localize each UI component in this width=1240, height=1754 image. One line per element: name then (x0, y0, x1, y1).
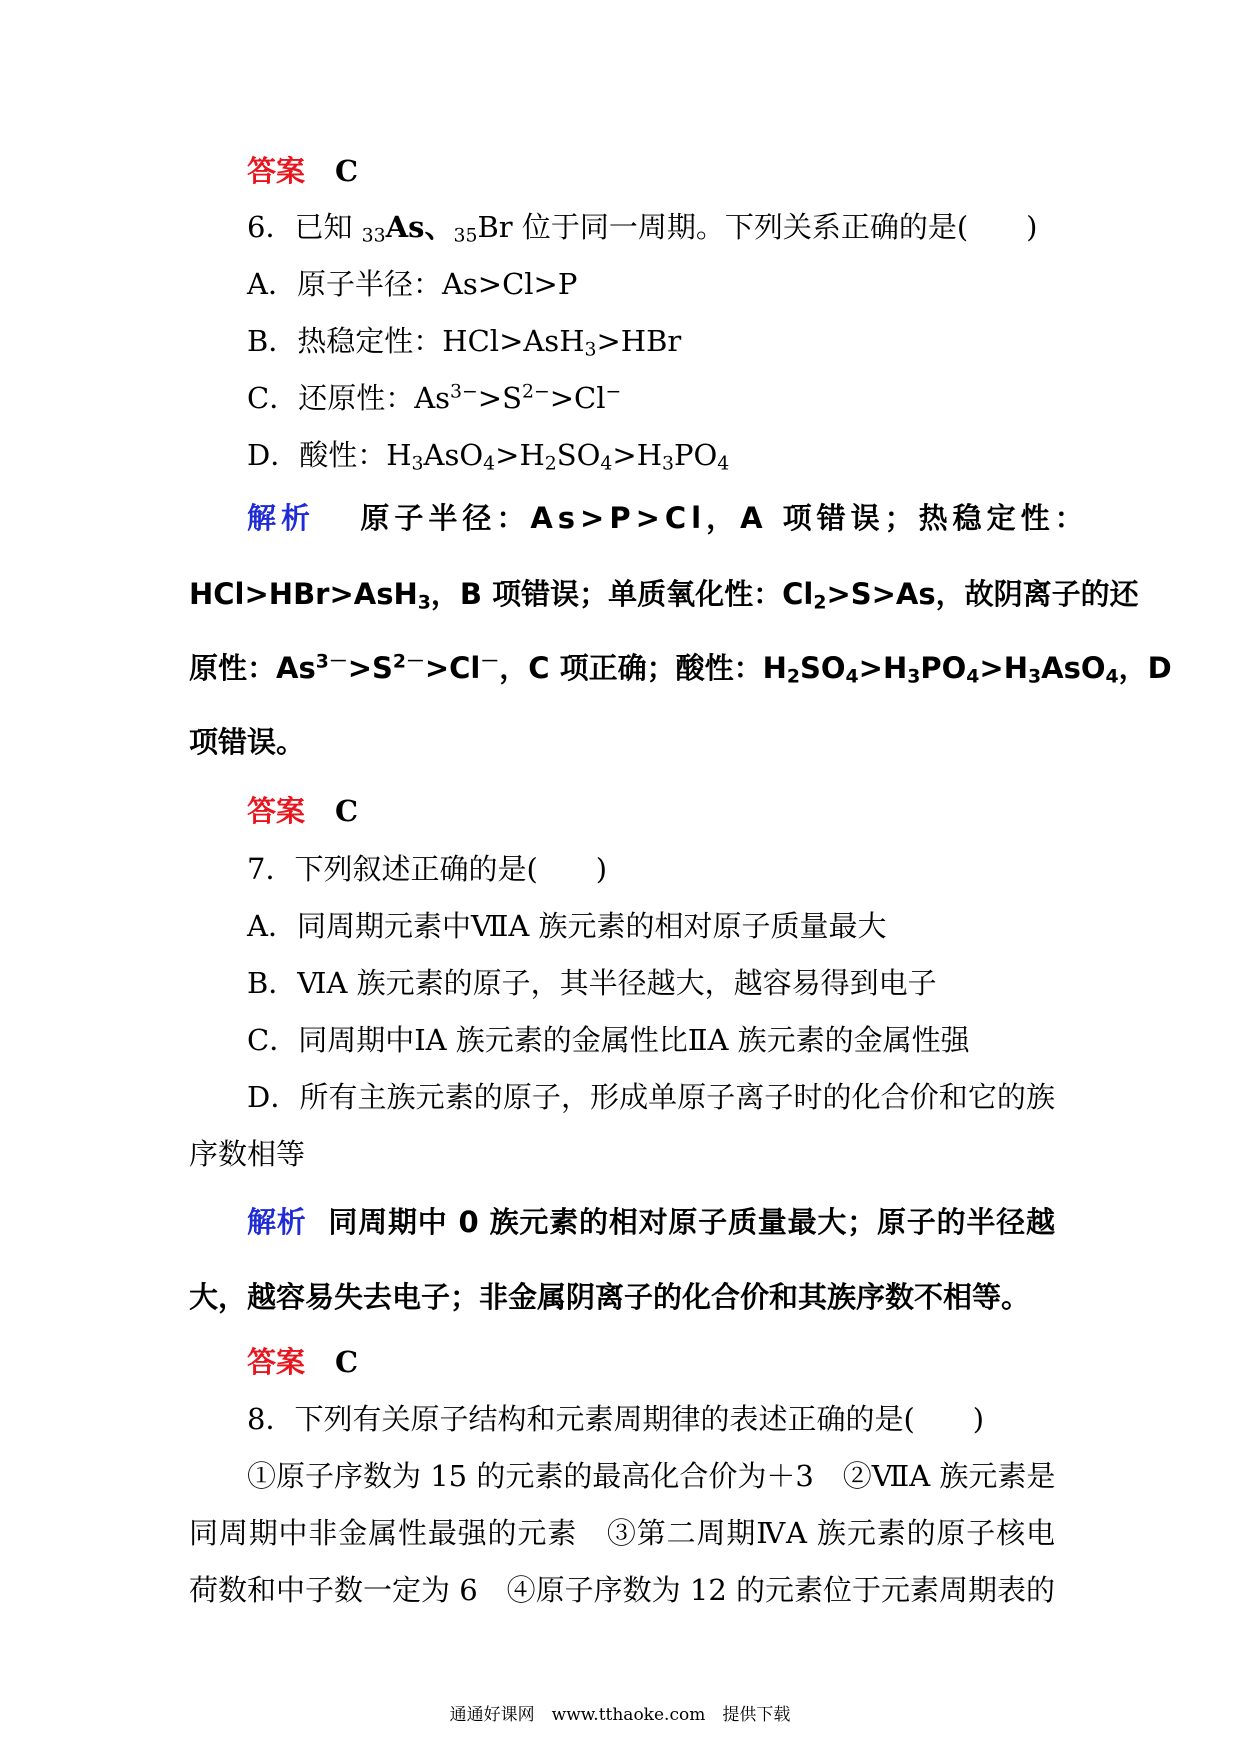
q5-answer-line (247, 153, 358, 189)
q7-option-a: A．同周期元素中ⅦA 族元素的相对原子质量最大 (247, 909, 887, 943)
analysis-label: 解析 (247, 501, 316, 535)
q8-statement-line-3: 荷数和中子数一定为 6 ④原子序数为 12 的元素位于元素周期表的 (189, 1573, 1056, 1607)
answer-value: C (335, 794, 359, 828)
q6-analysis-line-4: 项错误。 (189, 725, 306, 759)
q7-option-c: C．同周期中ⅠA 族元素的金属性比ⅡA 族元素的金属性强 (247, 1023, 970, 1057)
q6-answer-line (247, 793, 358, 829)
q6-option-c: C．还原性：$As^{3-}>S^{2-}>Cl^-$ (247, 381, 622, 415)
q7-option-d-line-2: 序数相等 (189, 1137, 306, 1171)
q6-analysis-line-3: 原性：$As^{3-}>S^{2-}>Cl^-$，C 项正确；酸性：$H_2SO_4>H_3PO_4>H_3AsO_4$，D (189, 651, 1172, 688)
q6-option-a: A．原子半径：As>Cl>P (247, 267, 578, 301)
q7-stem: 7．下列叙述正确的是( ) (247, 852, 608, 886)
answer-value: C (335, 1345, 359, 1379)
q6-analysis-line-2: HCl>HBr>AsH$_3$，B 项错误；单质氧化性：$Cl_2>S>As$，故阴离子的还 (189, 577, 1139, 614)
answer-value: C (335, 154, 359, 188)
answer-label: 答案 (247, 794, 306, 828)
analysis-label: 解析 (247, 1205, 307, 1239)
q6-option-d: D．酸性：$H_3AsO_4>H_2SO_4>H_3PO_4$ (247, 438, 730, 475)
q6-option-b: B．热稳定性：HCl>AsH$_3$>HBr (247, 324, 682, 361)
q7-analysis-line-2: 大，越容易失去电子；非金属阴离子的化合价和其族序数不相等。 (189, 1280, 1031, 1314)
q7-answer-line (247, 1344, 358, 1380)
q7-option-d-line-1: D．所有主族元素的原子，形成单原子离子时的化合价和它的族 (247, 1080, 1055, 1114)
q7-option-b: B．ⅥA 族元素的原子，其半径越大，越容易得到电子 (247, 966, 937, 1000)
page-footer: 通通好课网 www.tthaoke.com 提供下载 (449, 1705, 791, 1725)
q8-statement-line-1: ①原子序数为 15 的元素的最高化合价为＋3 ②ⅦA 族元素是 (247, 1459, 1056, 1493)
q6-analysis-line-1: 解析 原子半径：As>P>Cl，A 项错误；热稳定性： (247, 501, 1089, 535)
q8-stem: 8．下列有关原子结构和元素周期律的表述正确的是( ) (247, 1402, 985, 1436)
answer-label: 答案 (247, 154, 306, 188)
q6-stem: 6．已知 $_{33}$As、$_{35}$Br 位于同一周期。下列关系正确的是( ) (247, 210, 1038, 247)
q7-analysis-line-1: 解析 同周期中 0 族元素的相对原子质量最大；原子的半径越 (247, 1205, 1055, 1239)
q8-statement-line-2: 同周期中非金属性最强的元素 ③第二周期ⅣA 族元素的原子核电 (189, 1516, 1055, 1550)
answer-label: 答案 (247, 1345, 306, 1379)
